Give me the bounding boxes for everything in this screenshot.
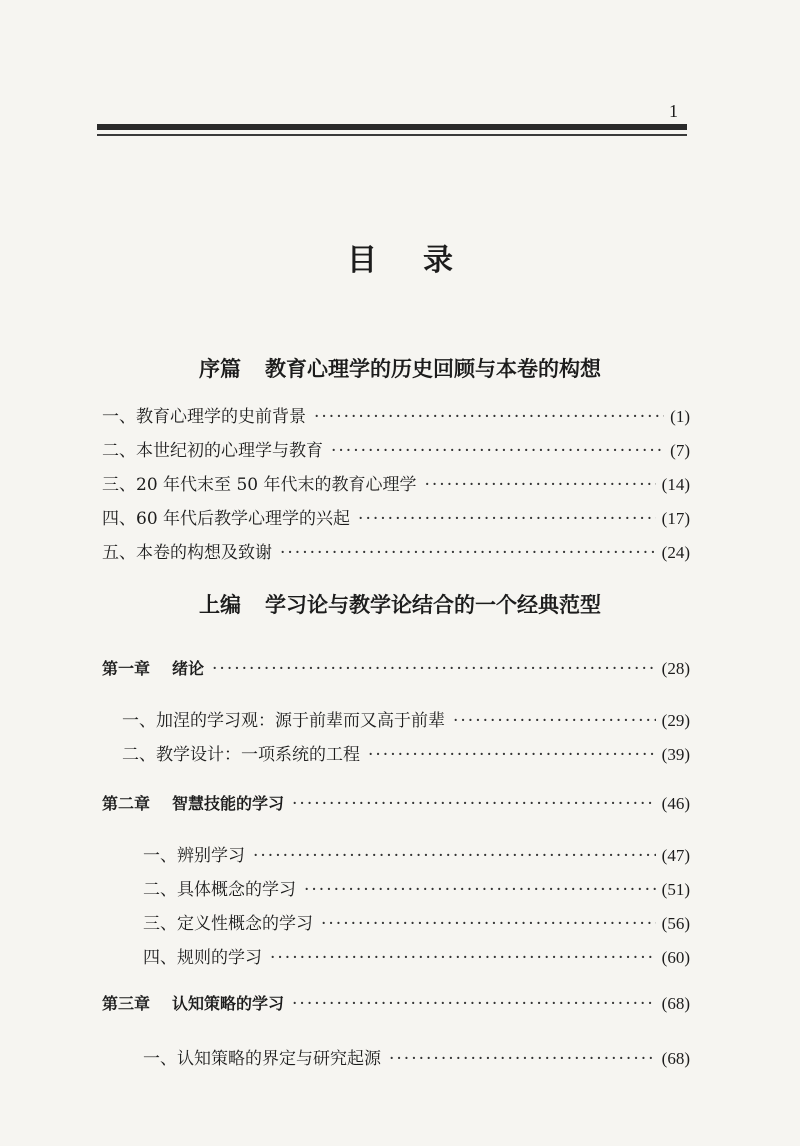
toc-entry-label: 四、规则的学习 [143,948,262,968]
chapter-entry[interactable] [102,991,690,1014]
toc-entry[interactable] [143,943,690,968]
section-heading-prologue [0,353,800,383]
toc-entry-label: 三、定义性概念的学习 [143,914,313,934]
leader-dots [368,745,656,765]
toc-entry[interactable] [143,841,690,866]
toc-entry-label: 一、加涅的学习观：源于前辈而又高于前辈 [122,711,445,731]
toc-entry[interactable] [122,740,690,765]
toc-entry[interactable] [102,470,690,495]
toc-entry-page: (29) [661,711,690,730]
section-title: 教育心理学的历史回顾与本卷的构想 [265,357,601,381]
chapter-number: 第三章 [102,994,151,1013]
page-number: 1 [669,101,678,121]
chapter-number: 第一章 [102,659,151,678]
leader-dots [280,543,656,563]
toc-entry-label: 二、本世纪初的心理学与教育 [102,441,323,461]
toc-entry-page: (39) [661,745,690,764]
leader-dots [453,711,656,731]
chapter-page: (46) [661,794,690,813]
leader-dots [270,948,656,968]
toc-entry[interactable] [102,538,690,563]
chapter-number: 第二章 [102,794,151,813]
chapter-title: 智慧技能的学习 [172,794,285,813]
toc-entry[interactable] [102,402,690,427]
toc-entry[interactable] [143,875,690,900]
leader-dots [292,794,656,814]
leader-dots [292,994,656,1014]
leader-dots [321,914,656,934]
toc-entry[interactable] [143,1044,690,1069]
chapter-page: (28) [661,659,690,678]
toc-entry-page: (24) [661,543,690,562]
toc-entry-page: (47) [661,846,690,865]
toc-entry-label: 一、教育心理学的史前背景 [102,407,306,427]
chapter-page: (68) [661,994,690,1013]
toc-entry-page: (1) [670,407,690,426]
toc-entry[interactable] [143,909,690,934]
toc-entry-label: 二、具体概念的学习 [143,880,296,900]
toc-entry-page: (51) [661,880,690,899]
section-prefix: 序篇 [199,357,241,381]
chapter-entry[interactable] [102,791,690,814]
toc-entry-page: (56) [661,914,690,933]
toc-entry-label: 二、教学设计：一项系统的工程 [122,745,360,765]
header-rule-thick [97,124,687,130]
toc-entry[interactable] [102,504,690,529]
toc-entry-page: (17) [661,509,690,528]
leader-dots [314,407,664,427]
section-title: 学习论与教学论结合的一个经典范型 [265,593,601,617]
toc-entry-label: 一、辨别学习 [143,846,245,866]
toc-entry-label: 一、认知策略的界定与研究起源 [143,1049,381,1069]
section-prefix: 上编 [199,593,241,617]
leader-dots [389,1049,656,1069]
toc-entry-label: 三、20 年代末至 50 年代末的教育心理学 [102,475,417,495]
toc-entry-page: (60) [661,948,690,967]
toc-entry-page: (68) [661,1049,690,1068]
toc-entry-page: (7) [670,441,690,460]
toc-entry-page: (14) [661,475,690,494]
header-rule-thin [97,134,687,136]
leader-dots [331,441,664,461]
chapter-title: 绪论 [172,659,205,678]
leader-dots [424,475,655,495]
toc-title: 目录 [347,243,499,278]
leader-dots [253,846,656,866]
toc-entry[interactable] [122,706,690,731]
section-heading-part-one [0,589,800,619]
leader-dots [212,659,656,679]
toc-entry-label: 五、本卷的构想及致谢 [102,543,272,563]
toc-entry-label: 四、60 年代后教学心理学的兴起 [102,509,351,529]
leader-dots [358,509,656,529]
leader-dots [304,880,656,900]
chapter-entry[interactable] [102,656,690,679]
chapter-title: 认知策略的学习 [172,994,285,1013]
toc-entry[interactable] [102,436,690,461]
